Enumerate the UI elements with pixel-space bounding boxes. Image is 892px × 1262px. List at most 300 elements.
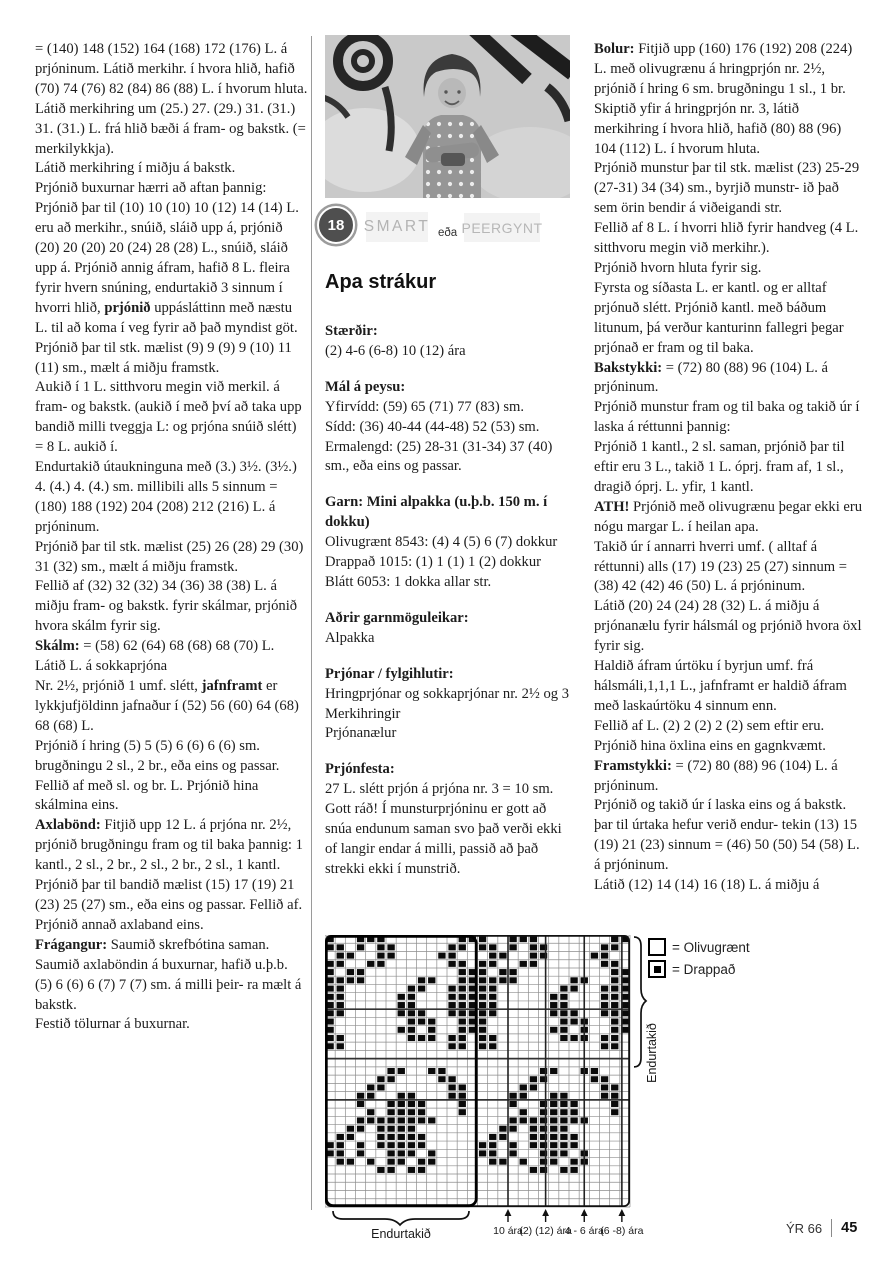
paragraph: Framstykki: = (72) 80 (88) 96 (104) L. á prjóninum. <box>594 757 838 794</box>
brand-peergynt-logo: PEERGYNT <box>464 213 540 242</box>
stitch-drappad <box>499 977 506 983</box>
stitch-drappad <box>601 1093 608 1099</box>
stitch-drappad <box>489 1159 496 1165</box>
stitch-drappad <box>387 1101 394 1107</box>
paragraph: Frágangur: Saumið skrefbótina saman. Saumið axlaböndin á buxurnar, hafið u.þ.b. (5) 6 (6) 6 (7) 7 (7) sm. á milli þeir- ra mælt á bakstk. <box>35 936 302 1013</box>
stitch-drappad <box>611 1010 618 1016</box>
stitch-drappad <box>611 1027 618 1033</box>
stitch-drappad <box>479 969 486 975</box>
size-label: (2) (12) ára <box>519 1225 572 1237</box>
stitch-drappad <box>570 986 577 992</box>
stitch-drappad <box>591 1076 598 1082</box>
size-label: 10 ára <box>493 1225 523 1237</box>
stitch-drappad <box>601 961 608 967</box>
stitch-drappad <box>520 1084 527 1090</box>
stitch-drappad <box>530 944 537 950</box>
stitch-drappad <box>489 1142 496 1148</box>
stitch-drappad <box>489 1010 496 1016</box>
stitch-drappad <box>418 1142 425 1148</box>
stitch-drappad <box>459 969 466 975</box>
stitch-drappad <box>347 953 354 959</box>
stitch-drappad <box>489 1002 496 1008</box>
paragraph: Endurtakið útaukninguna með (3.) 3½. (3½.) 4. (4.) 4. (4.) sm. millibili alls 5 sinnum = (180) 188 (192) 204 (208) 212 (216) L. á prjóninum. <box>35 459 297 535</box>
stitch-drappad <box>387 1159 394 1165</box>
paragraph: Sídd: (36) 40-44 (44-48) 52 (53) sm. <box>325 418 540 435</box>
stitch-drappad <box>398 1150 405 1156</box>
stitch-drappad <box>520 1093 527 1099</box>
stitch-drappad <box>459 1019 466 1025</box>
stitch-drappad <box>479 1027 486 1033</box>
stitch-drappad <box>570 977 577 983</box>
pattern-title: Apa strákur <box>325 271 437 293</box>
stitch-drappad <box>357 944 364 950</box>
stitch-drappad <box>509 936 516 942</box>
stitch-drappad <box>601 953 608 959</box>
stitch-drappad <box>337 977 344 983</box>
stitch-drappad <box>479 1010 486 1016</box>
stitch-drappad <box>408 1109 415 1115</box>
paragraph: Prjónið í hring (5) 5 (5) 6 (6) 6 (6) sm. brugðningu 2 sl., 2 br., eða eins og passar. Fellið af með sl. og br. L. Prjónið hina skálmina eins. <box>35 737 280 814</box>
stitch-drappad <box>428 1019 435 1025</box>
stitch-drappad <box>560 1019 567 1025</box>
paragraph: ATH! Prjónið með olivugrænu þegar ekki eru nógu margar L. í heilan apa. <box>594 498 863 535</box>
stitch-drappad <box>408 1167 415 1173</box>
stitch-drappad <box>611 1109 618 1115</box>
stitch-drappad <box>337 953 344 959</box>
paragraph: Stærðir: <box>325 323 378 339</box>
stitch-drappad <box>337 1010 344 1016</box>
paragraph: Haldið áfram úrtöku í byrjun umf. frá hálsmáli,1,1,1 L., jafnframt er haldið áfram með laskaúrtöku 4 sinnum enn. <box>594 658 847 714</box>
stitch-drappad <box>479 1043 486 1049</box>
stitch-drappad <box>418 1035 425 1041</box>
paragraph: Prjónið hvorn hluta fyrir sig. <box>594 259 762 276</box>
stitch-drappad <box>601 1002 608 1008</box>
stitch-drappad <box>357 1093 364 1099</box>
stitch-drappad <box>448 944 455 950</box>
stitch-drappad <box>489 977 496 983</box>
stitch-drappad <box>560 1093 567 1099</box>
stitch-drappad <box>459 944 466 950</box>
stitch-drappad <box>398 1134 405 1140</box>
stitch-drappad <box>479 936 486 942</box>
stitch-drappad <box>337 986 344 992</box>
stitch-drappad <box>520 1109 527 1115</box>
photo-child-graffiti <box>325 35 570 198</box>
stitch-drappad <box>509 969 516 975</box>
stitch-drappad <box>550 1093 557 1099</box>
stitch-drappad <box>479 977 486 983</box>
stitch-drappad <box>570 1142 577 1148</box>
stitch-drappad <box>550 1010 557 1016</box>
stitch-drappad <box>550 1002 557 1008</box>
stitch-drappad <box>530 936 537 942</box>
stitch-drappad <box>337 944 344 950</box>
stitch-drappad <box>601 944 608 950</box>
stitch-drappad <box>489 1150 496 1156</box>
stitch-drappad <box>530 1076 537 1082</box>
stitch-drappad <box>550 1150 557 1156</box>
stitch-drappad <box>560 1150 567 1156</box>
stitch-drappad <box>377 1134 384 1140</box>
stitch-drappad <box>428 1150 435 1156</box>
bottom-repeat-brace <box>333 1211 469 1225</box>
stitch-drappad <box>398 1093 405 1099</box>
paragraph: Prjónið munstur þar til stk. mælist (23) 25-29 (27-31) 34 (34) sm., byrjið munstr- ið það sem örin bendir á viðeigandi str. <box>594 160 860 217</box>
stitch-drappad <box>489 1134 496 1140</box>
stitch-drappad <box>499 953 506 959</box>
paragraph: Prjónið 1 kantl., 2 sl. saman, prjónið þar til eftir eru 3 L., takið 1 L. óprj. fram af, 1 sl., dragið óprj. L. yfir, 1 kantl. <box>594 439 845 495</box>
stitch-drappad <box>448 994 455 1000</box>
stitch-drappad <box>428 977 435 983</box>
stitch-drappad <box>530 1117 537 1123</box>
stitch-drappad <box>367 1084 374 1090</box>
paragraph: Prjónið buxurnar hærri að aftan þannig: Prjónið þar til (10) 10 (10) 10 (12) 14 (14) L. eru að merkihr., snúið, sláið upp á, prjónið (20) 20 (20) 20 (24) 28 (28) L., snúið, sláið upp á. Prjónið annig áfram, hafið 8 L. fleira fyrir hvern snúning, endurtakið 3 sinnum í hvorri hlið, prjónið uppásláttinn með næstu L. til að koma í veg fyrir að það myndist göt. <box>35 180 299 336</box>
stitch-drappad <box>479 1035 486 1041</box>
paragraph: Skiptið yfir á hringprjón nr. 3, látið merkihring í hvora hlið, hafið (80) 88 (96) 104 (112) L. í hvorum hluta. <box>594 100 842 157</box>
stitch-drappad <box>550 994 557 1000</box>
stitch-drappad <box>601 1043 608 1049</box>
paragraph: Prjónið munstur fram og til baka og takið úr í laska á réttunni þannig: <box>594 399 860 436</box>
stitch-drappad <box>499 1159 506 1165</box>
stitch-drappad <box>377 961 384 967</box>
stitch-drappad <box>459 1043 466 1049</box>
magazine-issue: ÝR 66 <box>786 1220 823 1236</box>
paragraph: Bolur: Fitjið upp (160) 176 (192) 208 (224) L. með olivugrænu á hringprjón nr. 2½, prjónið í hring 6 sm. brugðningu 1 sl., 1 br. <box>594 41 853 97</box>
stitch-drappad <box>387 1068 394 1074</box>
stitch-drappad <box>570 1035 577 1041</box>
stitch-drappad <box>387 944 394 950</box>
stitch-drappad <box>489 1043 496 1049</box>
text-column-left <box>35 40 308 1035</box>
stitch-drappad <box>387 1109 394 1115</box>
stitch-drappad <box>418 1134 425 1140</box>
stitch-drappad <box>398 1027 405 1033</box>
paragraph: Gott ráð! Í munsturprjóninu er gott að snúa endunum saman svo það verði ekki of langir endar á milli, passið að það strekki ekki í munstrið. <box>325 801 562 877</box>
stitch-drappad <box>408 1134 415 1140</box>
paragraph: = (140) 148 (152) 164 (168) 172 (176) L. á prjóninum. Látið merkihr. í hvora hlið, hafið (70) 74 (76) 82 (84) 86 (88) L. í hvorum hluta. Látið merkihring um (25.) 27. (29.) 31. (31.) 31. (31.) L. frá hlið bæði á fram- og bakstk. (= merkilykkja). <box>35 41 308 157</box>
stitch-drappad <box>550 1109 557 1115</box>
stitch-drappad <box>367 1109 374 1115</box>
stitch-drappad <box>550 1159 557 1165</box>
stitch-drappad <box>387 1134 394 1140</box>
paragraph: Fellið af L. (2) 2 (2) 2 (2) sem eftir eru. <box>594 717 825 734</box>
stitch-drappad <box>550 1134 557 1140</box>
paragraph: Látið merkihring í miðju á bakstk. <box>35 160 236 177</box>
stitch-drappad <box>570 1134 577 1140</box>
paragraph: Fellið af (32) 32 (32) 34 (36) 38 (38) L. á miðju fram- og bakstk. fyrir skálmar, prjónið hvora skálm fyrir sig. <box>35 578 298 635</box>
stitch-drappad <box>398 1002 405 1008</box>
stitch-drappad <box>611 977 618 983</box>
stitch-drappad <box>570 1167 577 1173</box>
stitch-drappad <box>570 1117 577 1123</box>
stitch-drappad <box>357 977 364 983</box>
stitch-drappad <box>428 1159 435 1165</box>
paragraph: Blátt 6053: 1 dokka allar str. <box>325 573 492 590</box>
stitch-drappad <box>357 1117 364 1123</box>
paragraph: Fyrsta og síðasta L. er kantl. og er alltaf prjónuð slétt. Prjónið kantl. með báðum litunum, þá verður kanturinn fallegri þegar prjónað er fram og til baka. <box>594 279 844 356</box>
stitch-drappad <box>408 1150 415 1156</box>
stitch-drappad <box>418 1019 425 1025</box>
stitch-drappad <box>337 1159 344 1165</box>
stitch-drappad <box>520 1159 527 1165</box>
stitch-drappad <box>408 1019 415 1025</box>
stitch-drappad <box>408 986 415 992</box>
stitch-drappad <box>428 1117 435 1123</box>
stitch-drappad <box>408 1035 415 1041</box>
stitch-drappad <box>520 961 527 967</box>
stitch-drappad <box>489 944 496 950</box>
legend-swatch-olivugraent-icon <box>648 938 666 956</box>
brand-conjunction: eða <box>438 227 458 239</box>
stitch-drappad <box>570 1019 577 1025</box>
brand-smart-logo: SMART <box>366 212 428 242</box>
paragraph: Látið (20) 24 (24) 28 (32) L. á miðju á prjónanælu fyrir hálsmál og prjónið hvora öxl fyrir sig. <box>594 598 862 655</box>
paragraph: Ermalengd: (25) 28-31 (31-34) 37 (40) sm., eða eins og passar. <box>325 438 553 475</box>
stitch-drappad <box>398 1117 405 1123</box>
stitch-drappad <box>601 1035 608 1041</box>
stitch-drappad <box>418 1109 425 1115</box>
stitch-drappad <box>418 1117 425 1123</box>
paragraph: Alpakka <box>325 629 375 646</box>
page-number: 45 <box>841 1220 858 1236</box>
stitch-drappad <box>377 1084 384 1090</box>
paragraph: Axlabönd: Fitjið upp 12 L. á prjóna nr. 2½, prjónið brugðningu fram og til baka þannig: 1 kantl., 2 sl., 2 br., 2 sl., 2 br., 2 sl., 1 kantl. <box>35 817 303 874</box>
stitch-drappad <box>448 953 455 959</box>
paragraph: Drappað 1015: (1) 1 (1) 1 (2) dokkur <box>325 554 542 571</box>
stitch-drappad <box>408 1027 415 1033</box>
paragraph: Prjónið þar til bandið mælist (15) 17 (19) 21 (23) 25 (27) sm., eða eins og passar. Fellið af. Prjónið annað axlaband eins. <box>35 877 303 933</box>
stitch-drappad <box>357 1126 364 1132</box>
paragraph: (2) 4-6 (6-8) 10 (12) ára <box>325 342 466 359</box>
stitch-drappad <box>509 1142 516 1148</box>
stitch-drappad <box>560 1142 567 1148</box>
stitch-drappad <box>337 994 344 1000</box>
stitch-drappad <box>377 1167 384 1173</box>
size-arrow-icon <box>505 1209 512 1216</box>
stitch-drappad <box>550 1117 557 1123</box>
stitch-drappad <box>509 977 516 983</box>
stitch-drappad <box>357 1101 364 1107</box>
stitch-drappad <box>611 1035 618 1041</box>
stitch-drappad <box>611 1084 618 1090</box>
stitch-drappad <box>398 1142 405 1148</box>
stitch-drappad <box>530 961 537 967</box>
stitch-drappad <box>509 1093 516 1099</box>
stitch-drappad <box>570 1010 577 1016</box>
paragraph: Yfirvídd: (59) 65 (71) 77 (83) sm. <box>325 398 525 415</box>
paragraph: Bakstykki: = (72) 80 (88) 96 (104) L. á prjóninum. <box>594 359 829 396</box>
stitch-drappad <box>479 1142 486 1148</box>
size-label: (6 -8) ára <box>600 1225 644 1237</box>
paragraph: Nr. 2½, prjónið 1 umf. slétt, jafnframt er lykkjufjöldinn jafnaður í (52) 56 (60) 64 (68) 68 (68) L. <box>35 678 299 734</box>
stitch-drappad <box>611 1019 618 1025</box>
stitch-drappad <box>479 994 486 1000</box>
stitch-drappad <box>560 1010 567 1016</box>
stitch-drappad <box>560 1167 567 1173</box>
stitch-drappad <box>550 1068 557 1074</box>
stitch-drappad <box>347 969 354 975</box>
stitch-drappad <box>387 1142 394 1148</box>
stitch-drappad <box>530 1142 537 1148</box>
stitch-drappad <box>448 1035 455 1041</box>
stitch-drappad <box>591 1068 598 1074</box>
paragraph: Hringprjónar og sokkaprjónar nr. 2½ og 3 <box>325 685 569 702</box>
stitch-drappad <box>357 1150 364 1156</box>
stitch-drappad <box>398 1068 405 1074</box>
stitch-drappad <box>499 1134 506 1140</box>
stitch-drappad <box>560 1117 567 1123</box>
stitch-drappad <box>560 1126 567 1132</box>
text-column-right <box>594 40 866 896</box>
paragraph: Prjónar / fylgihlutir: <box>325 665 454 682</box>
chart-legend <box>648 936 750 980</box>
child-mitten <box>441 153 465 166</box>
paragraph: Merkihringir <box>325 705 401 722</box>
stitch-drappad <box>459 1109 466 1115</box>
stitch-drappad <box>509 1117 516 1123</box>
paragraph: Skálm: = (58) 62 (64) 68 (68) 68 (70) L. Látið L. á sokkaprjóna <box>35 638 275 675</box>
page-footer <box>786 1219 857 1237</box>
legend-row-olivugraent <box>648 936 750 958</box>
paragraph: Aukið í 1 L. sitthvoru megin við merkil. á fram- og bakstk. (aukið í með því að taka upp bandið milli tveggja L: og prjóna snúið slétt) = 8 L. aukið í. <box>35 379 302 456</box>
paragraph: Prjónið þar til stk. mælist (9) 9 (9) 9 (10) 11 (11) sm., mælt á miðju framstk. <box>35 339 292 376</box>
stitch-drappad <box>459 961 466 967</box>
stitch-drappad <box>459 1027 466 1033</box>
stitch-drappad <box>479 944 486 950</box>
stitch-drappad <box>560 1002 567 1008</box>
stitch-drappad <box>448 1043 455 1049</box>
stitch-drappad <box>530 1084 537 1090</box>
stitch-drappad <box>499 1126 506 1132</box>
stitch-drappad <box>601 1076 608 1082</box>
stitch-drappad <box>560 1101 567 1107</box>
stitch-drappad <box>611 969 618 975</box>
stitch-drappad <box>601 1010 608 1016</box>
legend-label-olivugraent: = Olivugrænt <box>672 939 750 955</box>
stitch-drappad <box>499 969 506 975</box>
legend-label-drappad: = Drappað <box>672 961 736 977</box>
stitch-drappad <box>479 1002 486 1008</box>
text-column-middle <box>325 322 572 880</box>
stitch-drappad <box>357 969 364 975</box>
stitch-drappad <box>398 1010 405 1016</box>
stitch-drappad <box>377 1117 384 1123</box>
paragraph: 27 L. slétt prjón á prjóna nr. 3 = 10 sm. <box>325 781 554 798</box>
stitch-drappad <box>550 1126 557 1132</box>
paragraph: Prjónfesta: <box>325 761 395 778</box>
stitch-drappad <box>418 1159 425 1165</box>
stitch-drappad <box>347 1159 354 1165</box>
stitch-drappad <box>408 1142 415 1148</box>
size-label: 4 - 6 ára <box>564 1225 604 1237</box>
stitch-drappad <box>428 1035 435 1041</box>
stitch-drappad <box>398 1109 405 1115</box>
paragraph: Prjónið hina öxlina eins en gagnkvæmt. <box>594 737 826 754</box>
stitch-drappad <box>570 1159 577 1165</box>
paragraph: Fellið af 8 L. í hvorri hlið fyrir handveg (4 L. sitthvoru megin við merkihr.). <box>594 220 859 257</box>
stitch-drappad <box>418 977 425 983</box>
stitch-drappad <box>611 936 618 942</box>
stitch-drappad <box>459 1101 466 1107</box>
stitch-drappad <box>428 1027 435 1033</box>
stitch-drappad <box>408 1126 415 1132</box>
stitch-drappad <box>560 1027 567 1033</box>
stitch-drappad <box>479 1150 486 1156</box>
stitch-drappad <box>611 986 618 992</box>
stitch-drappad <box>398 1126 405 1132</box>
stitch-drappad <box>448 1076 455 1082</box>
stitch-drappad <box>459 1035 466 1041</box>
paragraph: Látið (12) 14 (14) 16 (18) L. á miðju á <box>594 877 820 894</box>
stitch-drappad <box>611 1002 618 1008</box>
footer-divider <box>831 1219 832 1237</box>
stitch-drappad <box>418 1101 425 1107</box>
stitch-drappad <box>408 994 415 1000</box>
stitch-drappad <box>611 994 618 1000</box>
stitch-drappad <box>357 1142 364 1148</box>
stitch-drappad <box>347 1126 354 1132</box>
stitch-drappad <box>601 986 608 992</box>
stitch-drappad <box>438 953 445 959</box>
stitch-drappad <box>337 1035 344 1041</box>
paragraph: Prjónið og takið úr í laska eins og á bakstk. þar til úrtaka hefur verið endur- tekin (13) 15 (19) 21 (23) sinnum = (46) 50 (50) 54 (58) L. á prjóninum. <box>594 797 860 874</box>
stitch-drappad <box>387 1167 394 1173</box>
stitch-drappad <box>377 1142 384 1148</box>
stitch-drappad <box>459 994 466 1000</box>
stitch-drappad <box>530 1167 537 1173</box>
stitch-drappad <box>560 994 567 1000</box>
stitch-drappad <box>520 1117 527 1123</box>
stitch-drappad <box>398 1101 405 1107</box>
stitch-drappad <box>367 1159 374 1165</box>
stitch-drappad <box>459 1002 466 1008</box>
stitch-drappad <box>489 986 496 992</box>
stitch-drappad <box>448 986 455 992</box>
stitch-drappad <box>479 961 486 967</box>
size-arrow-icon <box>581 1209 588 1216</box>
stitch-drappad <box>337 1002 344 1008</box>
stitch-drappad <box>418 1167 425 1173</box>
stitch-drappad <box>418 986 425 992</box>
stitch-drappad <box>611 944 618 950</box>
paragraph: Garn: Mini alpakka (u.þ.b. 150 m. í dokku) <box>325 494 548 531</box>
stitch-drappad <box>459 1010 466 1016</box>
stitch-drappad <box>438 1068 445 1074</box>
stitch-drappad <box>337 1134 344 1140</box>
stitch-drappad <box>550 1027 557 1033</box>
stitch-drappad <box>509 1126 516 1132</box>
stitch-drappad <box>448 961 455 967</box>
stitch-drappad <box>560 986 567 992</box>
stitch-drappad <box>418 1010 425 1016</box>
side-repeat-label: Endurtakið <box>645 1023 659 1083</box>
stitch-drappad <box>489 994 496 1000</box>
stitch-drappad <box>367 961 374 967</box>
stitch-drappad <box>377 953 384 959</box>
stitch-drappad <box>428 1068 435 1074</box>
paragraph: Olivugrænt 8543: (4) 4 (5) 6 (7) dokkur <box>325 534 558 551</box>
paragraph: Aðrir garnmöguleikar: <box>325 609 469 626</box>
stitch-drappad <box>601 1084 608 1090</box>
stitch-drappad <box>611 1093 618 1099</box>
stitch-drappad <box>459 1084 466 1090</box>
stitch-drappad <box>550 1101 557 1107</box>
stitch-drappad <box>601 994 608 1000</box>
stitch-drappad <box>337 1142 344 1148</box>
stitch-drappad <box>520 936 527 942</box>
legend-row-drappad <box>648 958 750 980</box>
stitch-drappad <box>448 1084 455 1090</box>
